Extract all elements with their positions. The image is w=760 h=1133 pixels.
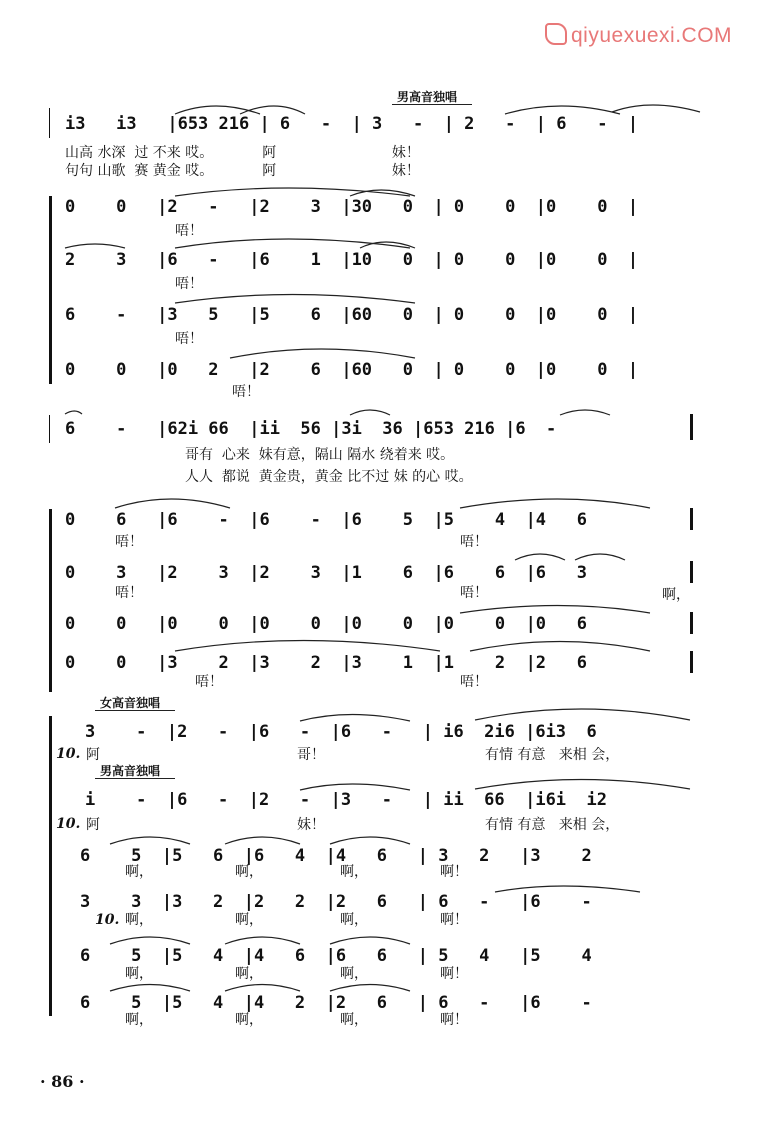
slur	[175, 188, 410, 196]
slur	[175, 295, 415, 304]
choir-part-3-notes: 6 - |3 5 |5 6 |60 0 | 0 0 |0 0 |	[65, 305, 639, 325]
slur	[225, 985, 300, 992]
choir3-part-1-lyric: 啊，	[125, 864, 153, 880]
choir3-part-4-lyric: 啊，	[235, 1012, 263, 1028]
choir-part-1-notes: 0 0 |2 - |2 3 |30 0 | 0 0 |0 0 |	[65, 197, 639, 217]
slur	[115, 499, 230, 508]
slur	[65, 244, 125, 248]
slur	[330, 837, 410, 844]
choir-part-1-lyric: 唔！	[175, 223, 203, 239]
slur	[175, 641, 440, 652]
choir3-part-1-lyric: 啊，	[235, 864, 263, 880]
choir2-part-2-lyric-b: 唔！	[460, 585, 488, 601]
measure-label: 10.	[56, 816, 81, 832]
choir3-part-2-notes: 3 3 |3 2 |2 2 |2 6 | 6 - |6 -	[80, 892, 602, 912]
slur	[470, 642, 650, 652]
solo-notes-2: 6 - |62i 66 |ii 56 |3i 36 |653 216 |6 -	[65, 419, 567, 439]
choir3-part-4-lyric: 啊，	[340, 1012, 368, 1028]
choir3-part-3-lyric: 啊，	[125, 966, 153, 982]
choir3-part-3-lyric: 啊！	[440, 966, 468, 982]
slur	[515, 554, 565, 560]
choir3-part-2-lyric: 啊，	[125, 912, 153, 928]
choir3-part-1-lyric: 啊，	[340, 864, 368, 880]
page-number: · 86 ·	[40, 1072, 85, 1091]
slur	[475, 709, 690, 720]
male-solo-notes: i - |6 - |2 - |3 - | ii 66 |i6i i2	[85, 790, 618, 810]
choir2-part-1-lyric-b: 唔！	[460, 534, 488, 550]
slur	[495, 886, 640, 892]
choir3-part-2-lyric: 啊，	[340, 912, 368, 928]
slur	[575, 554, 625, 560]
choir3-part-4-notes: 6 5 |5 4 |4 2 |2 6 | 6 - |6 -	[80, 993, 602, 1013]
solo-header-male: 男高音独唱	[397, 90, 458, 104]
choir-part-3-lyric: 唔！	[175, 331, 203, 347]
slur	[612, 105, 700, 112]
choir2-part-4-notes: 0 0 |3 2 |3 2 |3 1 |1 2 |2 6	[65, 653, 598, 673]
choir3-part-2-lyric: 啊，	[235, 912, 263, 928]
choir-part-4-notes: 0 0 |0 2 |2 6 |60 0 | 0 0 |0 0 |	[65, 360, 639, 380]
female-lyric-b: 哥！	[297, 747, 325, 763]
choir2-part-1-lyric-a: 唔！	[115, 534, 143, 550]
choir3-part-3-lyric: 啊，	[235, 966, 263, 982]
slur	[350, 410, 390, 415]
female-lyric-a: 阿	[86, 747, 100, 763]
measure-label: 10.	[56, 746, 81, 762]
slur	[330, 937, 410, 944]
male-lyric-b: 妹！	[297, 817, 325, 833]
choir3-part-2-lyric: 啊！	[440, 912, 468, 928]
slur	[475, 780, 690, 790]
choir2-part-2-notes: 0 3 |2 3 |2 3 |1 6 |6 6 |6 3	[65, 563, 598, 583]
slur	[175, 106, 260, 114]
choir3-part-4-lyric: 啊！	[440, 1012, 468, 1028]
slur	[225, 837, 300, 844]
choir2-part-4-lyric-b: 唔！	[460, 674, 488, 690]
solo-lyric-verse-1: 山高 水深 过 不来 哎。 阿 妹！	[65, 145, 420, 161]
choir3-part-1-notes: 6 5 |5 6 |6 4 |4 6 | 3 2 |3 2	[80, 846, 602, 866]
solo-notes: i3 i3 |653 216 | 6 - | 3 - | 2 - | 6 - |	[65, 114, 639, 134]
watermark-text: qiyuexuexi.COM	[571, 24, 733, 47]
slur	[460, 606, 650, 614]
solo-header-male-2: 男高音独唱	[100, 764, 161, 778]
solo-lyric-verse-2: 句句 山歌 赛 黄金 哎。 阿 妹！	[65, 163, 420, 179]
slur	[230, 349, 415, 358]
slur	[300, 784, 410, 790]
choir3-part-4-lyric: 啊，	[125, 1012, 153, 1028]
slur	[300, 715, 410, 722]
female-lyric-c: 有情 有意 来相 会，	[485, 747, 620, 763]
measure-label: 10.	[95, 912, 120, 928]
choir-part-2-notes: 2 3 |6 - |6 1 |10 0 | 0 0 |0 0 |	[65, 250, 639, 270]
choir2-part-3-notes: 0 0 |0 0 |0 0 |0 0 |0 0 |0 6	[65, 614, 598, 634]
solo-lyric-2-verse-1: 哥有 心来 妹有意，隔山 隔水 绕着来 哎。	[185, 447, 455, 463]
male-lyric-a: 阿	[86, 817, 100, 833]
slur	[240, 106, 305, 114]
slur	[110, 985, 190, 992]
choir2-part-2-lyric-a: 唔！	[115, 585, 143, 601]
female-solo-notes: 3 - |2 - |6 - |6 - | i6 2i6 |6i3 6	[85, 722, 607, 742]
choir3-part-3-notes: 6 5 |5 4 |4 6 |6 6 | 5 4 |5 4	[80, 946, 602, 966]
slur	[110, 937, 190, 944]
choir3-part-3-lyric: 啊，	[340, 966, 368, 982]
solo-header-female: 女高音独唱	[100, 696, 161, 710]
slur	[330, 985, 410, 992]
slur	[460, 499, 650, 508]
male-lyric-c: 有情 有意 来相 会，	[485, 817, 620, 833]
choir2-part-2-lyric-c: 啊，	[662, 587, 690, 603]
slur	[225, 937, 300, 944]
solo-lyric-2-verse-2: 人人 都说 黄金贵，黄金 比不过 妹 的心 哎。	[185, 469, 473, 485]
choir-part-4-lyric: 唔！	[232, 384, 260, 400]
choir2-part-4-lyric-a: 唔！	[195, 674, 223, 690]
choir-part-2-lyric: 唔！	[175, 276, 203, 292]
slur	[560, 410, 610, 415]
choir2-part-1-notes: 0 6 |6 - |6 - |6 5 |5 4 |4 6	[65, 510, 598, 530]
slur	[65, 411, 82, 414]
choir3-part-1-lyric: 啊！	[440, 864, 468, 880]
slur	[505, 106, 620, 114]
slur	[110, 837, 190, 844]
